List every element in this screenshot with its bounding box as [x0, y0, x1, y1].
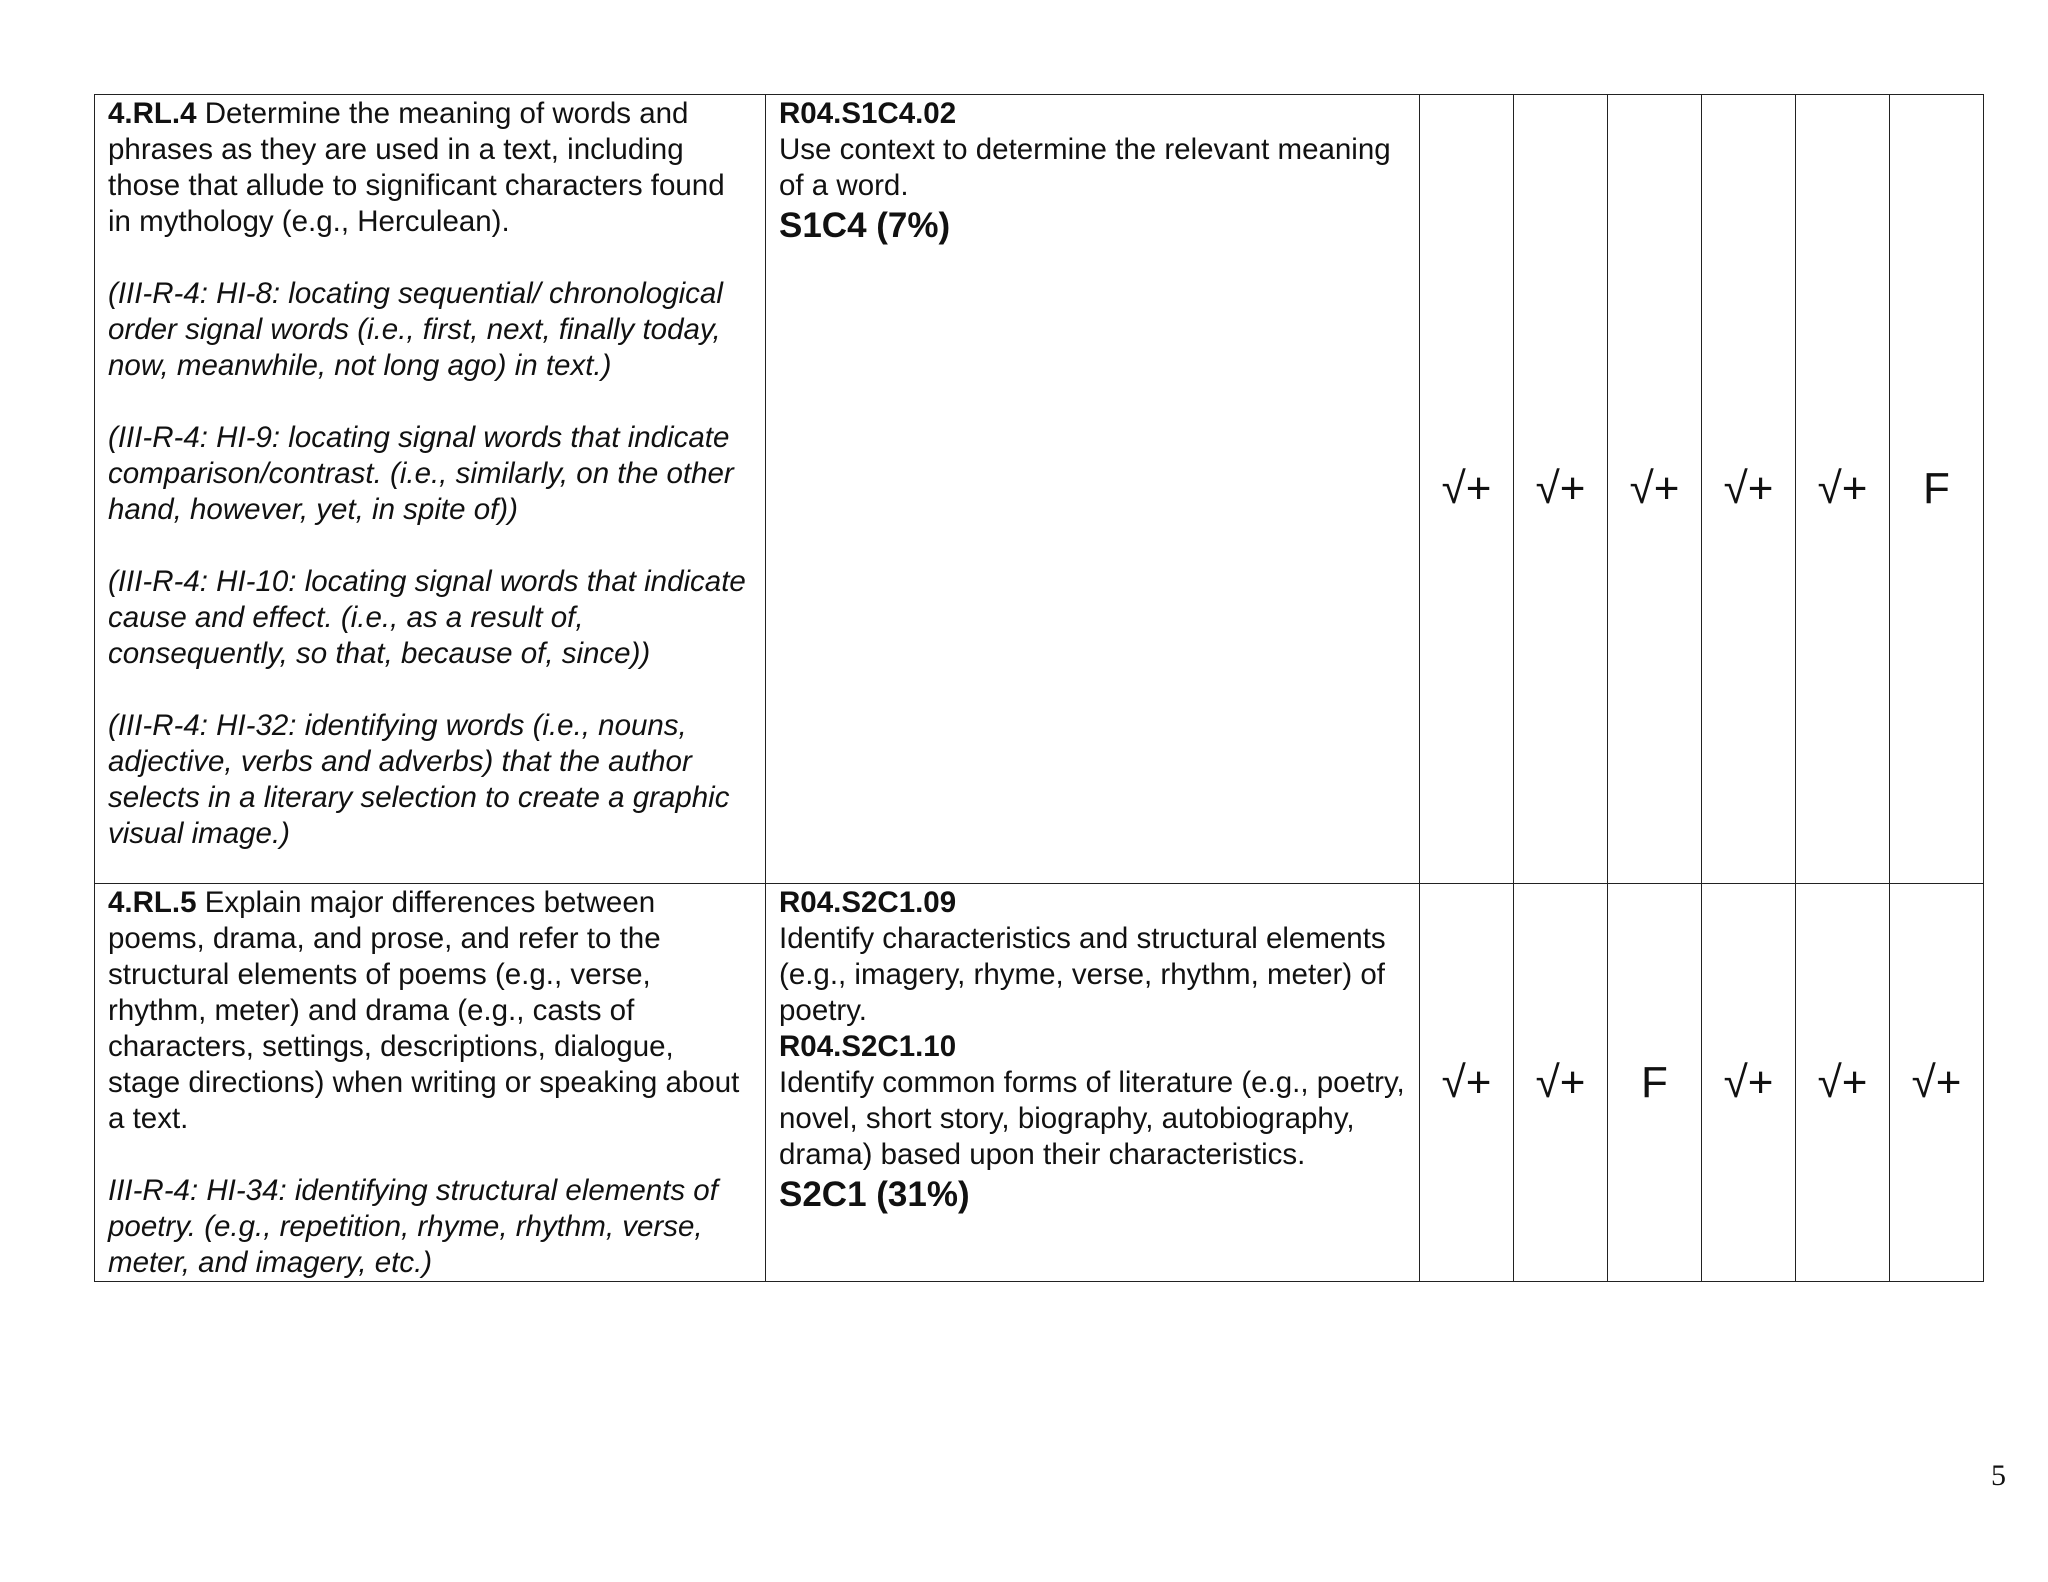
standard-text: Determine the meaning of words and phrases as they are used in a text, including those that allude to significant characters found in mythology (e.g., Herculean).	[108, 97, 725, 238]
mark-cell	[1420, 884, 1514, 1282]
standard-description	[108, 96, 753, 240]
grade-level-note: (III-R-4: HI-8: locating sequential/ chronological order signal words (i.e., first, next, finally today, now, meanwhile, not long ago) in text.)	[108, 277, 723, 382]
mark-cell	[1514, 95, 1608, 884]
check-plus-mark: √+	[1629, 464, 1680, 513]
az-standard-text: Identify characteristics and structural elements (e.g., imagery, rhyme, verse, rhythm, meter) of poetry.	[779, 922, 1386, 1027]
az-standard-code: R04.S2C1.10	[779, 1030, 957, 1063]
az-standard-text: Use context to determine the relevant meaning of a word.	[779, 133, 1391, 202]
mark-cell	[1796, 95, 1890, 884]
f-mark: F	[1641, 1057, 1668, 1107]
page-number: 5	[1991, 1459, 2006, 1492]
grade-level-note: (III-R-4: HI-10: locating signal words that indicate cause and effect. (i.e., as a result of, consequently, so that, because of, since))	[108, 565, 746, 670]
mark-cell	[1420, 95, 1514, 884]
mark-cell	[1702, 884, 1796, 1282]
table-row	[95, 95, 1984, 884]
grade-level-note: (III-R-4: HI-32: identifying words (i.e., nouns, adjective, verbs and adverbs) that the author selects in a literary selection to create a graphic visual image.)	[108, 709, 730, 850]
mark-cell	[1514, 884, 1608, 1282]
ccss-standard-cell	[95, 884, 766, 1282]
f-mark: F	[1923, 464, 1950, 513]
check-plus-mark: √+	[1535, 1057, 1586, 1107]
mark-cell	[1796, 884, 1890, 1282]
check-plus-mark: √+	[1723, 464, 1774, 513]
check-plus-mark: √+	[1535, 464, 1586, 513]
check-plus-mark: √+	[1441, 1057, 1492, 1107]
grade-level-note: III-R-4: HI-34: identifying structural elements of poetry. (e.g., repetition, rhyme, rhythm, verse, meter, and imagery, etc.)	[108, 1174, 718, 1279]
strand-weight: S2C1 (31%)	[779, 1175, 970, 1214]
mark-cell	[1608, 884, 1702, 1282]
az-standard-cell	[766, 884, 1420, 1282]
az-standard-text: Identify common forms of literature (e.g., poetry, novel, short story, biography, autobiography, drama) based upon their characteristics.	[779, 1066, 1405, 1171]
standard-code: 4.RL.4	[108, 97, 197, 130]
check-plus-mark: √+	[1817, 464, 1868, 513]
mark-cell	[1890, 884, 1984, 1282]
standard-text: Explain major differences between poems, drama, and prose, and refer to the structural elements of poems (e.g., verse, rhythm, meter) and drama (e.g., casts of characters, settings, descriptions, dialogue, stage directions) when writing or speaking about a text.	[108, 886, 740, 1135]
mark-cell	[1702, 95, 1796, 884]
grade-level-note: (III-R-4: HI-9: locating signal words that indicate comparison/contrast. (i.e., similarly, on the other hand, however, yet, in spite of))	[108, 421, 734, 526]
strand-weight: S1C4 (7%)	[779, 206, 951, 245]
ccss-standard-cell	[95, 95, 766, 884]
standard-code: 4.RL.5	[108, 886, 197, 919]
standard-description	[108, 885, 753, 1137]
az-standard-code: R04.S1C4.02	[779, 97, 957, 130]
check-plus-mark: √+	[1911, 1057, 1962, 1107]
check-plus-mark: √+	[1723, 1057, 1774, 1107]
table-row	[95, 884, 1984, 1282]
check-plus-mark: √+	[1817, 1057, 1868, 1107]
standards-alignment-table	[94, 94, 1984, 1282]
az-standard-code: R04.S2C1.09	[779, 886, 957, 919]
mark-cell	[1890, 95, 1984, 884]
check-plus-mark: √+	[1441, 464, 1492, 513]
az-standard-cell	[766, 95, 1420, 884]
mark-cell	[1608, 95, 1702, 884]
